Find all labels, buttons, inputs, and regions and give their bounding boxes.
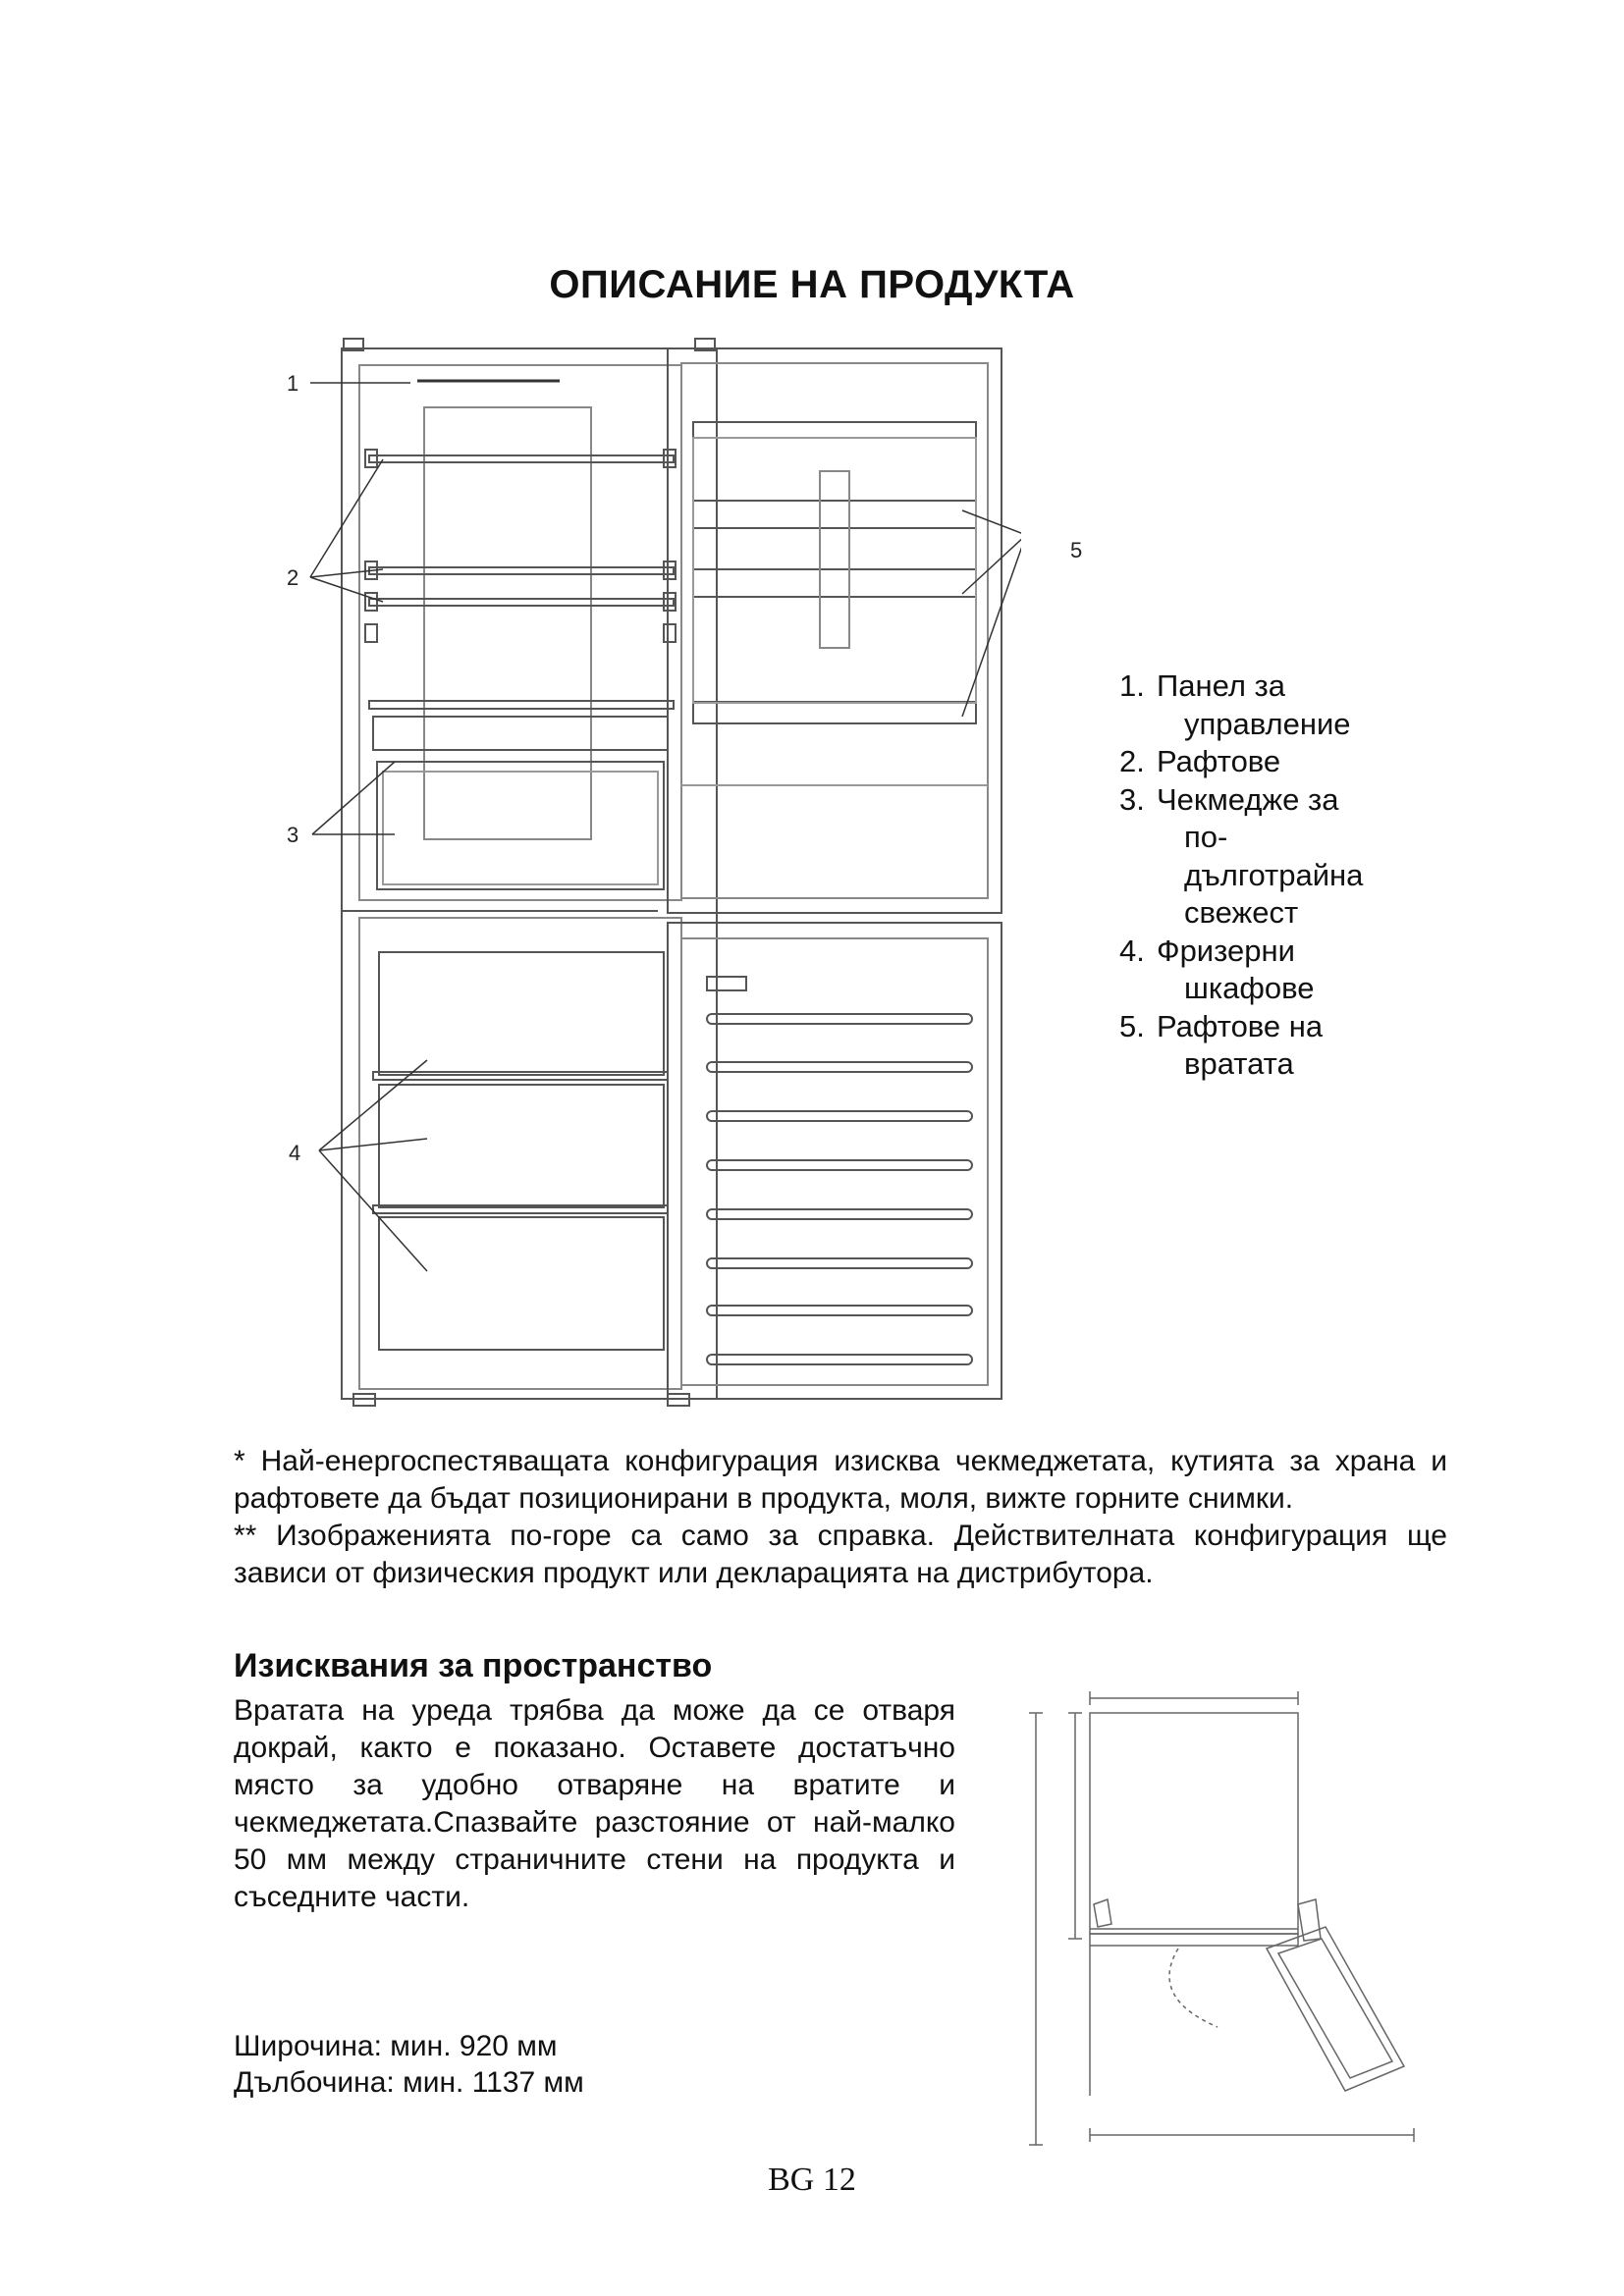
- component-legend: [1119, 667, 1407, 1084]
- legend-item-2: 2. Рафтове: [1119, 744, 1281, 778]
- space-requirements-text: Вратата на уреда трябва да може да се отваря докрай, както е показано. Оставете достатъчно място за удобно отваряне на вратите и чекмеджетата.Спазвайте разстояние от най-малко 50 мм между страничните стени на продукта и съседните части.: [234, 1694, 955, 1913]
- width-requirement: Широчина: мин. 920 мм: [234, 2030, 558, 2062]
- clearance-diagram: [992, 1674, 1463, 2155]
- legend-item-1: 1. Панел за управление: [1119, 668, 1351, 741]
- callout-3: 3: [287, 823, 299, 847]
- callout-1: 1: [287, 371, 299, 396]
- dimension-requirements: [234, 2028, 584, 2101]
- legend-item-3: 3. Чекмедже за по- дълготрайна свежест: [1119, 781, 1364, 930]
- space-requirements-title: Изисквания за пространство: [234, 1647, 713, 1684]
- depth-requirement: Дълбочина: мин. 1137 мм: [234, 2066, 584, 2099]
- note-reference: ** Изображенията по-горе са само за справка. Действителната конфигурация ще зависи от физическия продукт или декларацията на дистрибутора.: [234, 1520, 1447, 1589]
- note-energy: * Най-енергоспестяващата конфигурация изисква чекмеджетата, кутията за храна и рафтовете да бъдат позиционирани в продукта, моля, вижте горните снимки.: [234, 1445, 1447, 1515]
- notes: [234, 1443, 1447, 1592]
- callout-2: 2: [287, 565, 299, 590]
- page-title: ОПИСАНИЕ НА ПРОДУКТА: [549, 263, 1075, 306]
- callout-5: 5: [1070, 538, 1083, 562]
- callout-4: 4: [289, 1141, 301, 1165]
- page-number: BG 12: [768, 2162, 856, 2198]
- legend-item-5: 5. Рафтове на вратата: [1119, 1008, 1324, 1081]
- legend-item-4: 4. Фризерни шкафове: [1119, 933, 1315, 1005]
- fridge-diagram: [275, 334, 1021, 1423]
